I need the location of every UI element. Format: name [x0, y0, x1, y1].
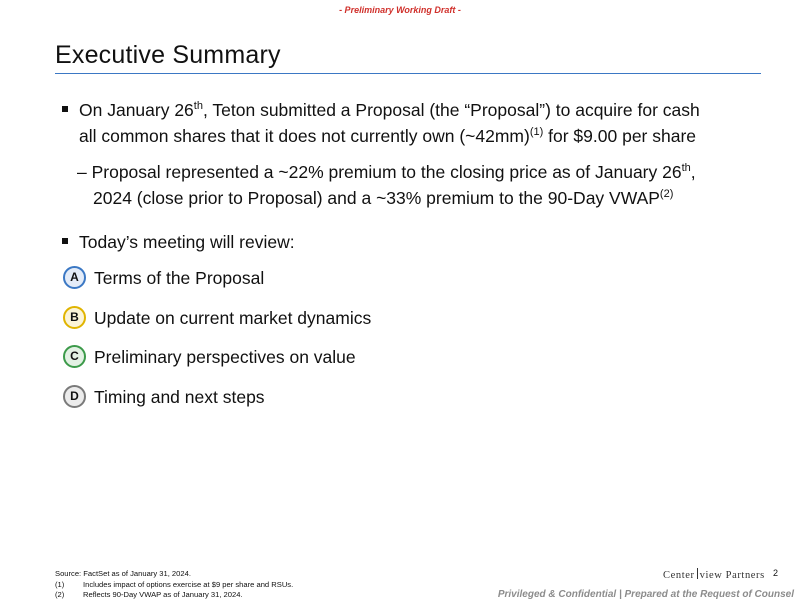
text: 2024 (close prior to Proposal) and a ~33% premium to the 90-Day VWAP [93, 188, 660, 208]
text: – Proposal represented a ~22% premium to the closing price as of January 26 [77, 162, 682, 182]
agenda-marker-c [63, 345, 86, 368]
agenda-letter: B [70, 310, 79, 324]
footnote-ref: (2) [659, 188, 674, 201]
centerview-logo [663, 568, 765, 581]
agenda-item-b: Update on current market dynamics [94, 308, 372, 328]
footnote-number: (1) [55, 579, 65, 589]
superscript: th [193, 100, 203, 113]
bullet-square-icon [62, 238, 68, 244]
superscript: th [681, 162, 691, 175]
agenda-letter: D [70, 389, 79, 403]
agenda-marker-b [63, 306, 86, 329]
footnote-text: Includes impact of options exercise at $9 per share and RSUs. [83, 579, 294, 589]
agenda-marker-a [63, 266, 86, 289]
bullet-1-line-1 [79, 98, 700, 122]
logo-text-left: Center [663, 570, 695, 581]
logo-bar [697, 568, 698, 579]
agenda-item-a: Terms of the Proposal [94, 268, 265, 288]
agenda-item-c: Preliminary perspectives on value [94, 347, 356, 367]
draft-label: - Preliminary Working Draft - [339, 5, 461, 15]
agenda-marker-d [63, 385, 86, 408]
footnote-ref: (1) [529, 126, 544, 139]
confidential-label: Privileged & Confidential | Prepared at the Request of Counsel [497, 589, 794, 600]
footnote-text: Reflects 90-Day VWAP as of January 31, 2024. [83, 590, 243, 599]
footnotes [55, 569, 293, 601]
page-number: 2 [773, 568, 779, 578]
page-title: Executive Summary [55, 41, 281, 69]
source-note: Source: FactSet as of January 31, 2024. [55, 569, 191, 578]
text: , [690, 162, 696, 182]
footnote-1 [55, 580, 293, 591]
title-divider [55, 73, 761, 74]
text: all common shares that it does not currently own (~42mm) [79, 126, 530, 146]
bullet-1-line-2 [79, 124, 696, 148]
text: On January 26 [79, 100, 194, 120]
agenda-letter: C [70, 349, 79, 363]
bullet-square-icon [62, 106, 68, 112]
footnote-2 [55, 590, 293, 601]
footnote-number: (2) [55, 590, 65, 599]
sub-bullet-line-1 [77, 160, 696, 184]
sub-bullet-line-2 [93, 186, 673, 210]
logo-text-right: view Partners [699, 570, 765, 581]
agenda-item-d: Timing and next steps [94, 387, 265, 407]
bullet-2: Today’s meeting will review: [79, 232, 295, 252]
agenda-letter: A [70, 270, 79, 284]
text: , Teton submitted a Proposal (the “Proposal”) to acquire for cash [202, 100, 700, 120]
text: for $9.00 per share [543, 126, 697, 146]
